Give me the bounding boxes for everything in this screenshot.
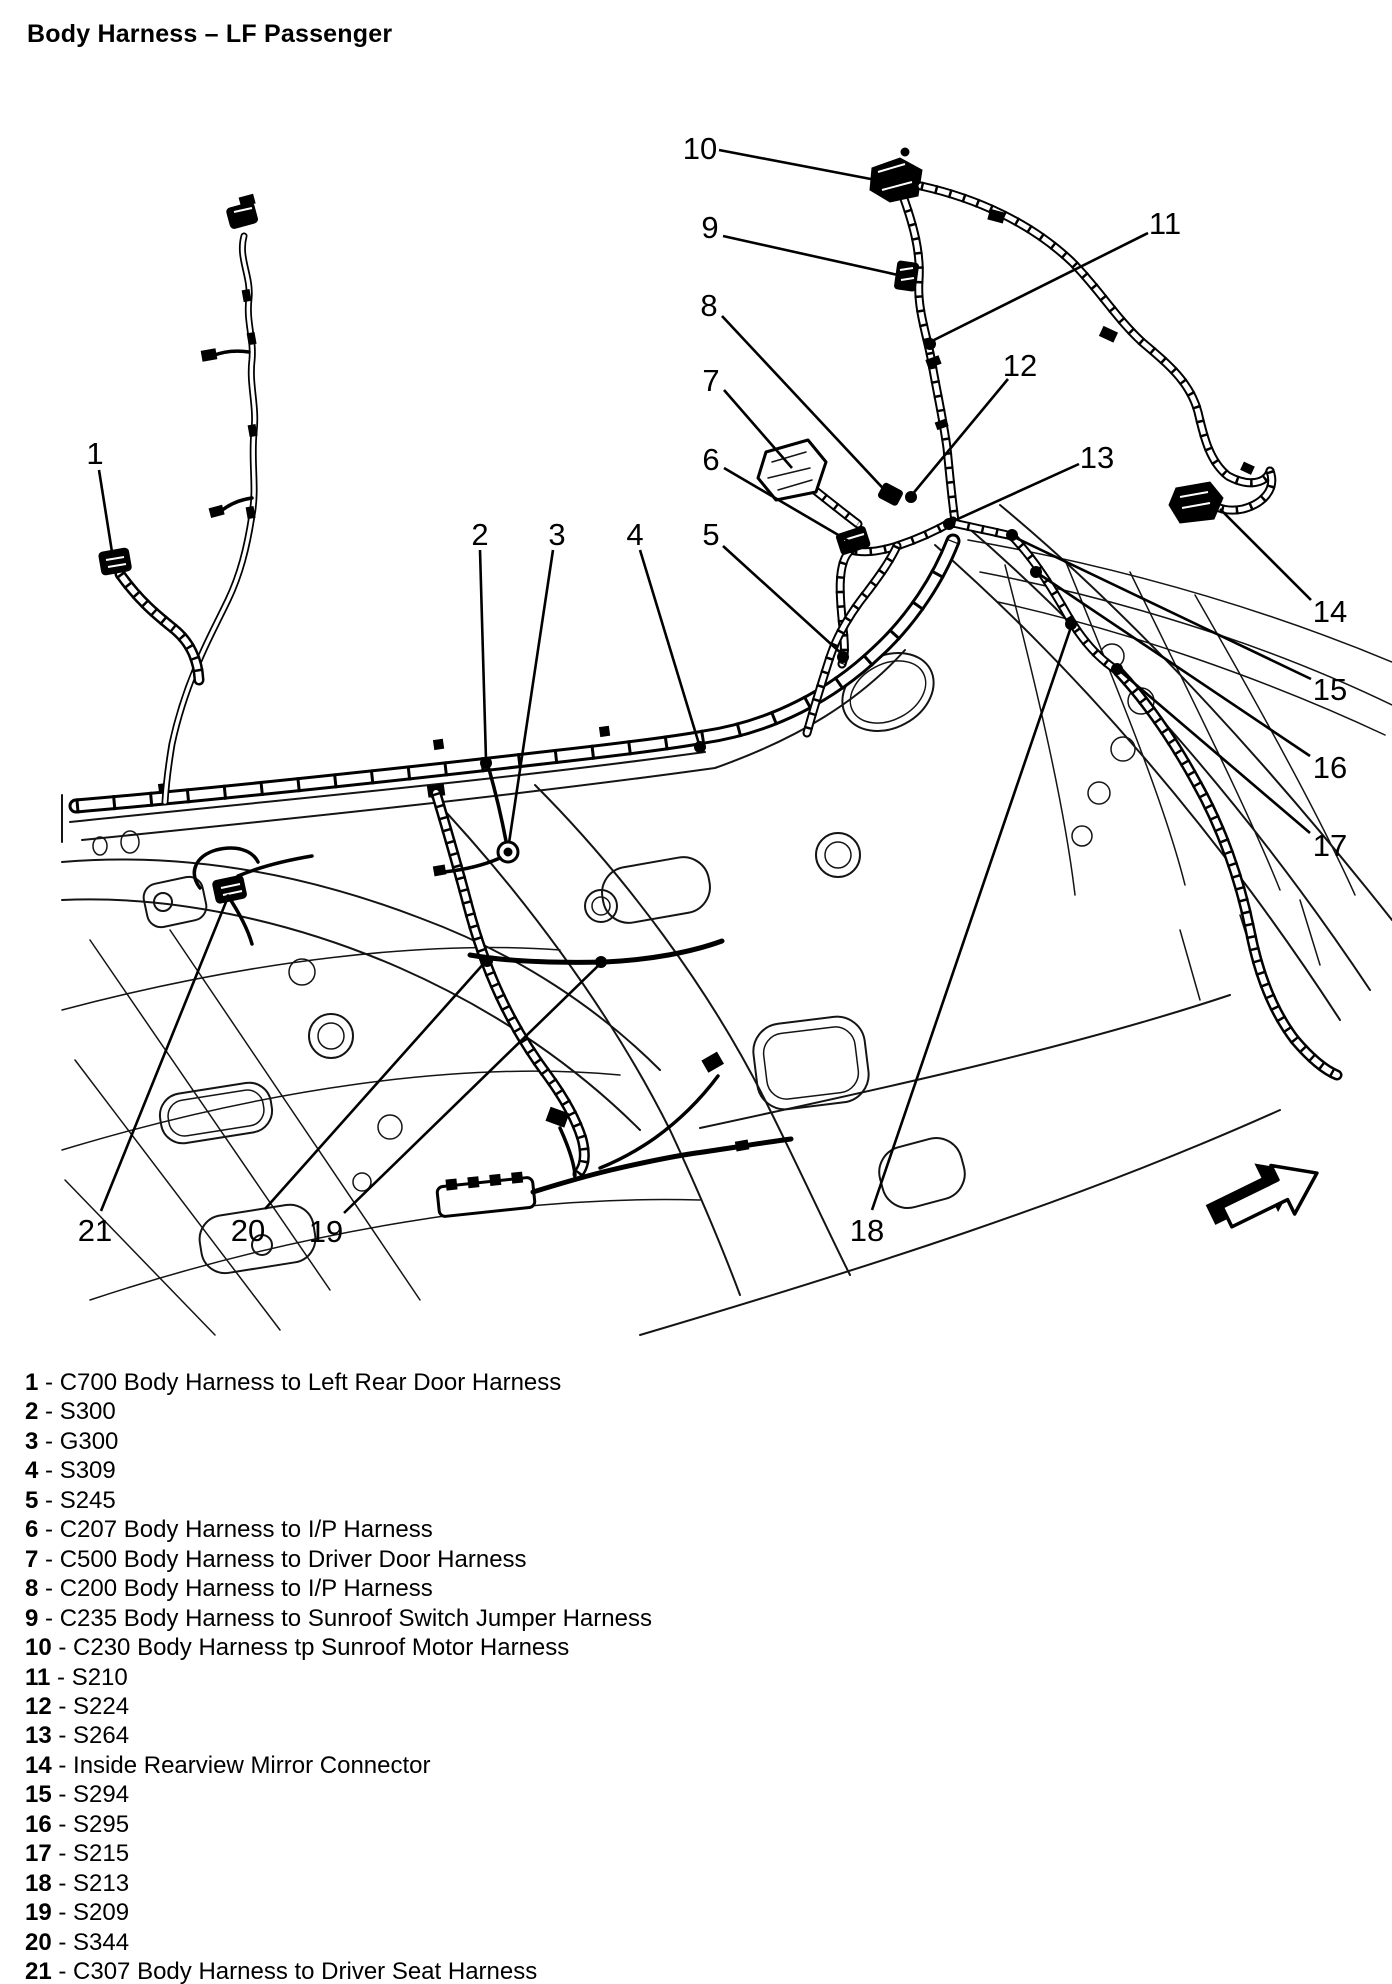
c700-connector-assembly [98, 548, 199, 680]
cluster-branches [807, 521, 1337, 1075]
legend-item-6: 6 - C207 Body Harness to I/P Harness [25, 1516, 433, 1544]
direction-arrow-icon [1199, 1141, 1329, 1248]
mirror-connector [1169, 482, 1223, 523]
svg-text:5: 5 [702, 517, 720, 552]
floor-branch-run [427, 784, 791, 1217]
callout-14 [1220, 509, 1347, 629]
svg-text:13: 13 [1079, 440, 1115, 475]
svg-text:3: 3 [548, 517, 566, 552]
legend-item-19: 19 - S209 [25, 1899, 130, 1927]
legend-item-13: 13 - S264 [25, 1722, 130, 1750]
svg-text:20: 20 [230, 1213, 266, 1248]
legend-item-17: 17 - S215 [25, 1840, 130, 1868]
sunroof-run [903, 196, 955, 521]
left-top-connector [226, 194, 258, 229]
legend-item-16: 16 - S295 [25, 1810, 130, 1838]
legend-item-9: 9 - C235 Body Harness to Sunroof Switch Jumper Harness [25, 1604, 652, 1632]
legend-item-10: 10 - C230 Body Harness tp Sunroof Motor Harness [25, 1634, 570, 1662]
svg-text:1: 1 [86, 436, 104, 471]
callout-21 [78, 897, 228, 1248]
svg-text:15: 15 [1312, 672, 1348, 707]
svg-text:12: 12 [1002, 348, 1038, 383]
callout-2 [471, 517, 488, 760]
svg-text:11: 11 [1148, 206, 1182, 241]
legend-item-15: 15 - S294 [25, 1781, 130, 1809]
legend-item-21: 21 - C307 Body Harness to Driver Seat Harness [25, 1958, 538, 1984]
legend-item-11: 11 - S210 [25, 1663, 128, 1691]
svg-text:10: 10 [682, 131, 718, 166]
legend-item-8: 8 - C200 Body Harness to I/P Harness [25, 1575, 433, 1603]
svg-text:21: 21 [77, 1213, 113, 1248]
callout-16 [1039, 574, 1347, 785]
legend-item-2: 2 - S300 [25, 1398, 116, 1426]
c235-connector [894, 261, 919, 292]
c500-connector [758, 440, 858, 524]
callout-3 [509, 517, 566, 843]
legend-item-4: 4 - S309 [25, 1457, 116, 1485]
callout-1 [86, 436, 112, 552]
page-title: Body Harness – LF Passenger [27, 20, 393, 48]
legend-item-5: 5 - S245 [25, 1486, 116, 1514]
svg-text:9: 9 [701, 210, 719, 245]
svg-text:18: 18 [849, 1213, 885, 1248]
legend-item-14: 14 - Inside Rearview Mirror Connector [25, 1751, 431, 1779]
callout-5 [702, 517, 843, 655]
c230-connector [870, 148, 922, 202]
floor-pan [62, 505, 1392, 1335]
svg-text:19: 19 [308, 1214, 344, 1249]
callout-9 [701, 210, 898, 275]
svg-text:8: 8 [700, 288, 718, 323]
legend-item-3: 3 - G300 [25, 1427, 119, 1455]
callout-4 [626, 517, 699, 744]
callout-13 [949, 440, 1114, 523]
svg-text:17: 17 [1312, 828, 1348, 863]
callout-10 [683, 131, 876, 180]
legend [25, 1368, 652, 1984]
svg-text:14: 14 [1312, 594, 1348, 629]
left-rear-door-run [165, 194, 258, 802]
svg-text:6: 6 [702, 442, 720, 477]
legend-item-1: 1 - C700 Body Harness to Left Rear Door Harness [25, 1369, 562, 1396]
svg-text:2: 2 [471, 517, 489, 552]
legend-item-12: 12 - S224 [25, 1692, 130, 1720]
legend-item-18: 18 - S213 [25, 1869, 130, 1897]
svg-text:7: 7 [702, 363, 720, 398]
callout-11 [934, 206, 1181, 340]
legend-item-7: 7 - C500 Body Harness to Driver Door Harness [25, 1545, 527, 1573]
svg-text:4: 4 [626, 517, 644, 552]
legend-item-20: 20 - S344 [25, 1928, 130, 1956]
svg-text:16: 16 [1312, 750, 1348, 785]
